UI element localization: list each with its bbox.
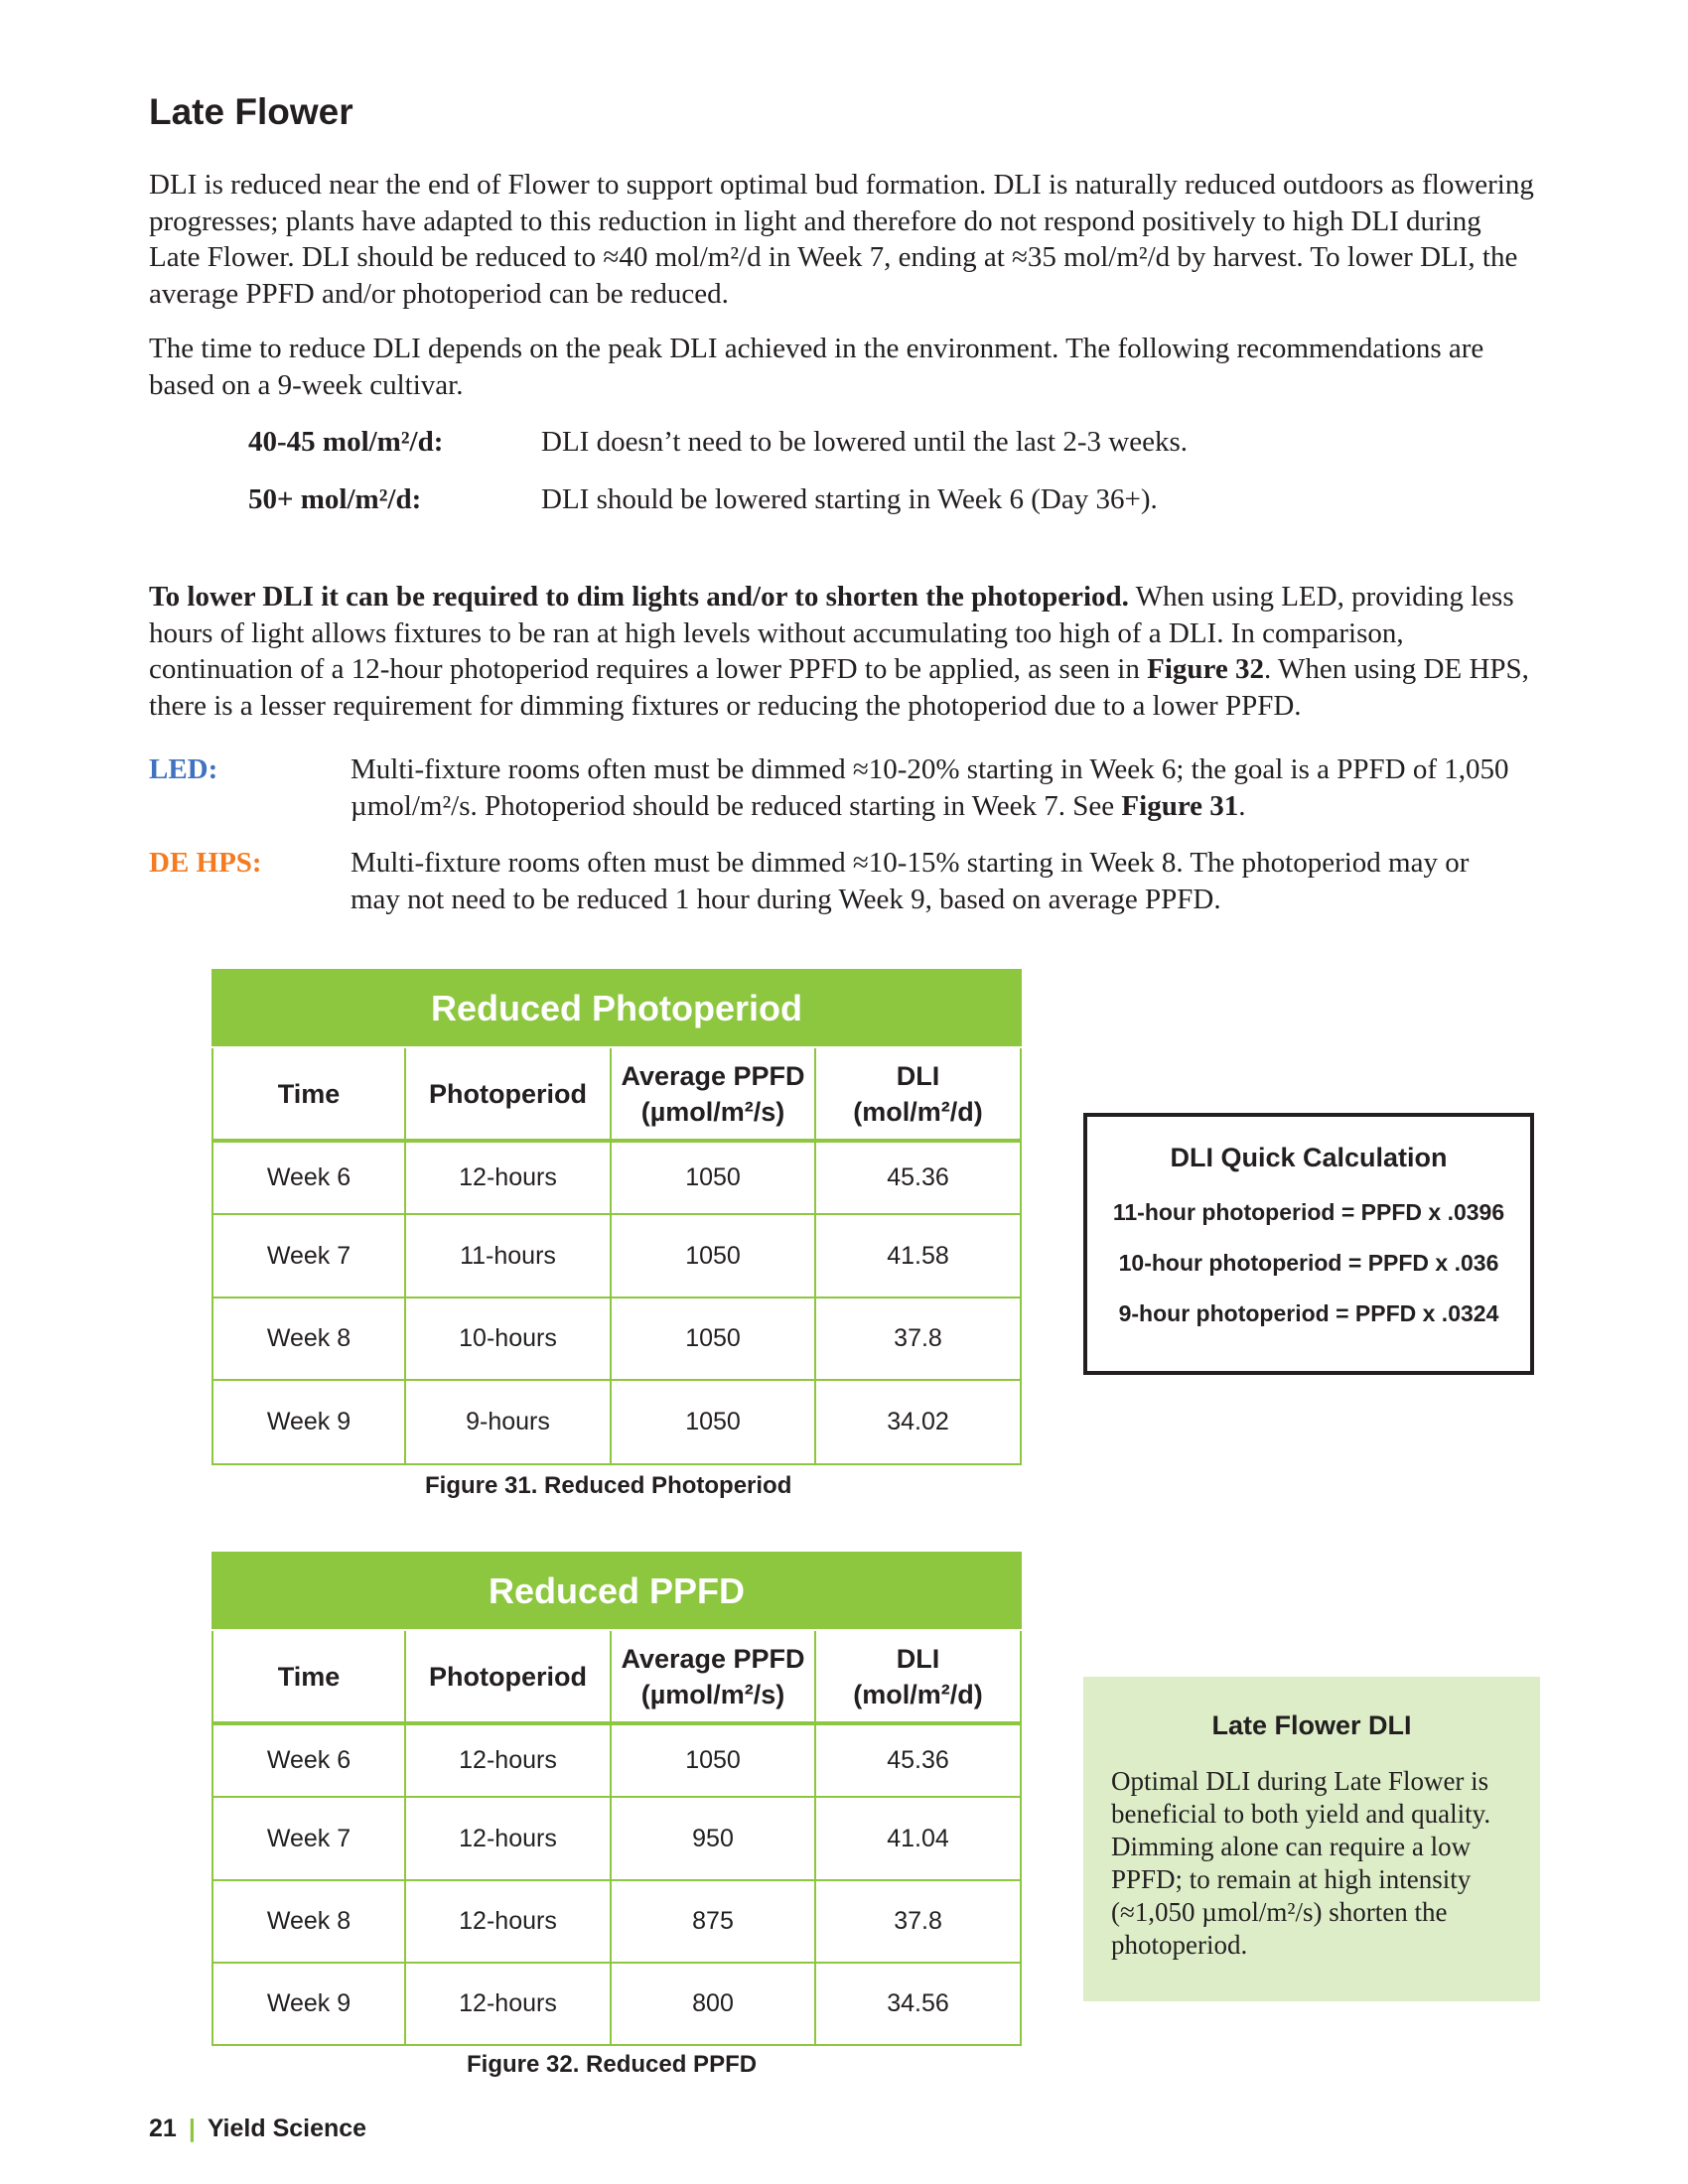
led-desc-text: Multi-fixture rooms often must be dimmed ≈10-20% starting in Week 6; the goal is a PPFD of 1,050 µmol/m²/s. Photoperiod should be reduced starting in Week 7. See [351, 753, 1509, 822]
page-title: Late Flower [149, 91, 353, 132]
cell-time: Week 6 [212, 1141, 405, 1214]
dimming-text-b: . When using DE HPS, there is a lesser requirement for dimming fixtures or reducing the photoperiod due to a lower PPFD. [149, 653, 1529, 722]
col-header-time: Time [212, 1630, 405, 1723]
cell-time: Week 9 [212, 1963, 405, 2045]
table-row [212, 1723, 1021, 1797]
cell-time: Week 6 [212, 1723, 405, 1797]
cell-ppfd: 1050 [611, 1723, 815, 1797]
cell-photoperiod: 12-hours [405, 1723, 611, 1797]
led-desc-end: . [1238, 789, 1246, 822]
recommendation-term: 40-45 mol/m²/d: [248, 426, 444, 458]
hps-row [149, 845, 1539, 917]
page-footer [149, 2115, 366, 2143]
recommendation-row [248, 424, 1435, 460]
col-header-ppfd-line2: (µmol/m²/s) [640, 1096, 785, 1127]
led-desc [351, 751, 1522, 824]
col-header-dli [815, 1047, 1021, 1141]
cell-photoperiod: 10-hours [405, 1297, 611, 1380]
col-header-ppfd [611, 1047, 815, 1141]
table-row [212, 1880, 1021, 1963]
reduced-photoperiod-table [211, 969, 1022, 1465]
figure-32-ref[interactable]: Figure 32 [1147, 653, 1264, 685]
reduced-ppfd-table [211, 1552, 1022, 2046]
cell-time: Week 7 [212, 1797, 405, 1880]
dimming-paragraph [149, 579, 1539, 724]
table-row [212, 1297, 1021, 1380]
cell-dli: 41.04 [815, 1797, 1021, 1880]
table-row [212, 1380, 1021, 1464]
calc-line: 11-hour photoperiod = PPFD x .0396 [1112, 1199, 1505, 1225]
recommendation-term: 50+ mol/m²/d: [248, 483, 422, 515]
col-header-dli-line1: DLI [896, 1643, 940, 1674]
table-row [212, 1797, 1021, 1880]
col-header-dli-line2: (mol/m²/d) [853, 1096, 983, 1127]
page-number: 21 [149, 2115, 177, 2142]
cell-time: Week 8 [212, 1297, 405, 1380]
col-header-dli-line2: (mol/m²/d) [853, 1679, 983, 1709]
cell-dli: 37.8 [815, 1297, 1021, 1380]
cell-ppfd: 875 [611, 1880, 815, 1963]
cell-time: Week 9 [212, 1380, 405, 1464]
col-header-ppfd-line1: Average PPFD [621, 1060, 805, 1091]
cell-dli: 45.36 [815, 1141, 1021, 1214]
figure-31-ref[interactable]: Figure 31 [1121, 789, 1239, 822]
note-title: Late Flower DLI [1211, 1710, 1412, 1740]
calc-line: 9-hour photoperiod = PPFD x .0324 [1118, 1300, 1499, 1326]
table-title: Reduced PPFD [212, 1553, 1021, 1630]
cell-ppfd: 1050 [611, 1214, 815, 1297]
cell-photoperiod: 11-hours [405, 1214, 611, 1297]
dimming-text-a: When using LED, providing less hours of light allows fixtures to be ran at high levels without accumulating too high of a DLI. In comparison, continuation of a 12-hour photoperiod requires a lower PPFD to be applied, as seen in [149, 581, 1514, 685]
cell-ppfd: 1050 [611, 1380, 815, 1464]
intro-paragraph: DLI is reduced near the end of Flower to support optimal bud formation. DLI is naturally reduced outdoors as flowering progresses; plants have adapted to this reduction in light and therefore do not respond positively to high DLI during Late Flower. DLI should be reduced to ≈40 mol/m²/d in Week 7, ending at ≈35 mol/m²/d by harvest. To lower DLI, the average PPFD and/or photoperiod can be reduced. [149, 169, 1534, 310]
led-row [149, 751, 1539, 824]
cell-ppfd: 950 [611, 1797, 815, 1880]
cell-time: Week 8 [212, 1880, 405, 1963]
cell-ppfd: 1050 [611, 1141, 815, 1214]
cell-photoperiod: 12-hours [405, 1797, 611, 1880]
cell-photoperiod: 9-hours [405, 1380, 611, 1464]
col-header-dli [815, 1630, 1021, 1723]
calc-box-title: DLI Quick Calculation [1170, 1143, 1448, 1172]
cell-dli: 45.36 [815, 1723, 1021, 1797]
dli-quick-calculation-box [1083, 1113, 1534, 1375]
col-header-ppfd-line2: (µmol/m²/s) [640, 1679, 785, 1709]
table-row [212, 1141, 1021, 1214]
footer-section: Yield Science [207, 2115, 367, 2142]
col-header-dli-line1: DLI [896, 1060, 940, 1091]
calc-line: 10-hour photoperiod = PPFD x .036 [1118, 1250, 1499, 1276]
table-row [212, 1214, 1021, 1297]
dimming-lead: To lower DLI it can be required to dim lights and/or to shorten the photoperiod. [149, 581, 1129, 613]
figure-32-caption: Figure 32. Reduced PPFD [467, 2051, 758, 2078]
col-header-photoperiod: Photoperiod [405, 1630, 611, 1723]
table-row [212, 1963, 1021, 2045]
cell-ppfd: 1050 [611, 1297, 815, 1380]
col-header-time: Time [212, 1047, 405, 1141]
recommendation-row [248, 481, 1435, 517]
col-header-ppfd-line1: Average PPFD [621, 1643, 805, 1674]
table-title: Reduced Photoperiod [212, 970, 1021, 1047]
recommendation-desc: DLI should be lowered starting in Week 6 (Day 36+). [541, 483, 1158, 515]
recommendation-desc: DLI doesn’t need to be lowered until the last 2-3 weeks. [541, 426, 1188, 458]
note-body: Optimal DLI during Late Flower is beneficial to both yield and quality. Dimming alone can require a low PPFD; to remain at high intensity (≈1,050 µmol/m²/s) shorten the photoperiod. [1111, 1766, 1491, 1960]
hps-label: DE HPS: [149, 847, 262, 879]
footer-separator: | [188, 2115, 196, 2142]
figure-31-caption: Figure 31. Reduced Photoperiod [425, 1472, 792, 1499]
col-header-photoperiod: Photoperiod [405, 1047, 611, 1141]
timing-paragraph: The time to reduce DLI depends on the peak DLI achieved in the environment. The following recommendations are based on a 9-week cultivar. [149, 333, 1484, 401]
col-header-ppfd [611, 1630, 815, 1723]
cell-photoperiod: 12-hours [405, 1880, 611, 1963]
recommendation-list [248, 424, 1435, 539]
cell-dli: 34.02 [815, 1380, 1021, 1464]
cell-photoperiod: 12-hours [405, 1963, 611, 2045]
hps-desc: Multi-fixture rooms often must be dimmed ≈10-15% starting in Week 8. The photoperiod may or may not need to be reduced 1 hour during Week 9, based on average PPFD. [351, 847, 1470, 915]
cell-dli: 41.58 [815, 1214, 1021, 1297]
late-flower-dli-note [1083, 1677, 1540, 2001]
cell-dli: 34.56 [815, 1963, 1021, 2045]
cell-ppfd: 800 [611, 1963, 815, 2045]
led-label: LED: [149, 753, 218, 785]
cell-photoperiod: 12-hours [405, 1141, 611, 1214]
cell-dli: 37.8 [815, 1880, 1021, 1963]
cell-time: Week 7 [212, 1214, 405, 1297]
